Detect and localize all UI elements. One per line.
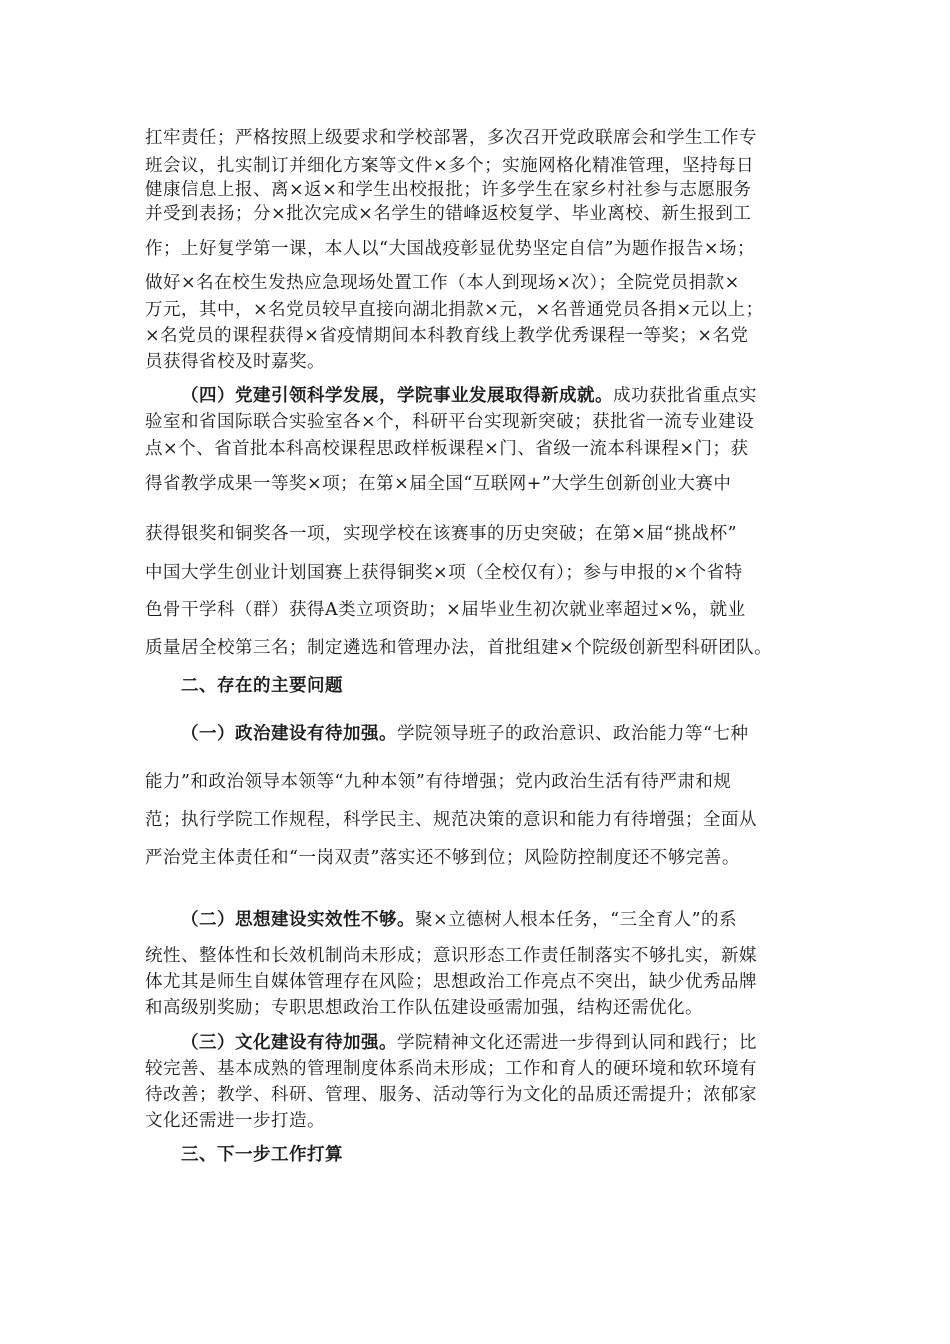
text-line: 色骨干学科（群）获得A类立项资助；×届毕业生初次就业率超过×%，就业 — [145, 600, 746, 620]
text-line: ×名党员的课程获得×省疫情期间本科教育线上教学优秀课程一等奖；×名党 — [145, 326, 749, 346]
paragraph-lead-line — [181, 722, 805, 746]
text-line: 做好×名在校生发热应急现场处置工作（本人到现场×次）；全院党员捐款× — [145, 273, 740, 293]
text-line: 中国大学生创业计划国赛上获得铜奖×项（全校仅有）；参与申报的×个省特 — [145, 563, 743, 583]
text-line: 能力”和政治领导本领等“九种本领”有待增强；党内政治生活有待严肃和规 — [145, 772, 732, 792]
paragraph-lead: （四）党建引领科学发展，学院事业发展取得新成就。 — [181, 386, 613, 406]
paragraph-lead-rest: 学院领导班子的政治意识、政治能力等“七种 — [397, 724, 749, 744]
text-line: 作；上好复学第一课，本人以“大国战疫彰显优势坚定自信”为题作报告×场； — [145, 239, 756, 259]
text-line: 点×个、省首批本科高校课程思政样板课程×门、省级一流本科课程×门；获 — [145, 439, 749, 459]
paragraph-lead-line — [181, 384, 805, 408]
section-heading: 三、下一步工作打算 — [181, 1145, 343, 1165]
paragraph-lead-line — [181, 1031, 805, 1055]
text-line: 文化还需进一步打造。 — [145, 1111, 325, 1131]
paragraph-lead: （三）文化建设有待加强。 — [181, 1033, 397, 1053]
text-line: 班会议，扎实制订并细化方案等文件×多个；实施网格化精准管理，坚持每日 — [145, 156, 755, 176]
text-line: 严治党主体责任和“一岗双责”落实还不够到位；风险防控制度还不够完善。 — [145, 848, 740, 868]
text-line: 并受到表扬；分×批次完成×名学生的错峰返校复学、毕业离校、新生报到工 — [145, 204, 752, 224]
text-line: 验室和省国际联合实验室各×个，科研平台实现新突破；获批省一流专业建设 — [145, 412, 755, 432]
paragraph-lead-line — [181, 908, 805, 932]
text-line: 万元，其中，×名党员较早直接向湖北捐款×元，×名普通党员各捐×元以上； — [145, 300, 764, 320]
text-line: 较完善、基本成熟的管理制度体系尚未形成；工作和育人的硬环境和软环境有 — [145, 1059, 757, 1079]
paragraph-lead-rest: 聚×立德树人根本任务，“三全育人”的系 — [415, 910, 738, 930]
text-line: 扛牢责任；严格按照上级要求和学校部署，多次召开党政联席会和学生工作专 — [145, 128, 757, 148]
section-heading: 二、存在的主要问题 — [181, 676, 343, 696]
paragraph-lead: （一）政治建设有待加强。 — [181, 724, 397, 744]
paragraph-lead: （二）思想建设实效性不够。 — [181, 910, 415, 930]
paragraph-lead-rest: 学院精神文化还需进一步得到认同和践行；比 — [397, 1033, 757, 1053]
text-line: 得省教学成果一等奖×项；在第×届全国“互联网+”大学生创新创业大赛中 — [145, 474, 732, 494]
text-line: 健康信息上报、离×返×和学生出校报批；许多学生在家乡村社参与志愿服务 — [145, 180, 752, 200]
text-line: 员获得省校及时嘉奖。 — [145, 352, 325, 372]
text-line: 范；执行学院工作规程，科学民主、规范决策的意识和能力有待增强；全面从 — [145, 810, 757, 830]
text-line: 待改善；教学、科研、管理、服务、活动等行为文化的品质还需提升；浓郁家 — [145, 1085, 757, 1105]
text-line: 统性、整体性和长效机制尚未形成；意识形态工作责任制落实不够扎实，新媒 — [145, 946, 757, 966]
text-line: 体尤其是师生自媒体管理存在风险；思想政治工作亮点不突出，缺少优秀品牌 — [145, 972, 757, 992]
paragraph-lead-rest: 成功获批省重点实 — [613, 386, 757, 406]
text-line: 获得银奖和铜奖各一项，实现学校在该赛事的历史突破；在第×届“挑战杯” — [145, 524, 738, 544]
text-line: 和高级别奖励；专职思想政治工作队伍建设亟需加强，结构还需优化。 — [145, 998, 703, 1018]
text-line: 质量居全校第三名；制定遴选和管理办法，首批组建×个院级创新型科研团队。 — [145, 638, 773, 658]
